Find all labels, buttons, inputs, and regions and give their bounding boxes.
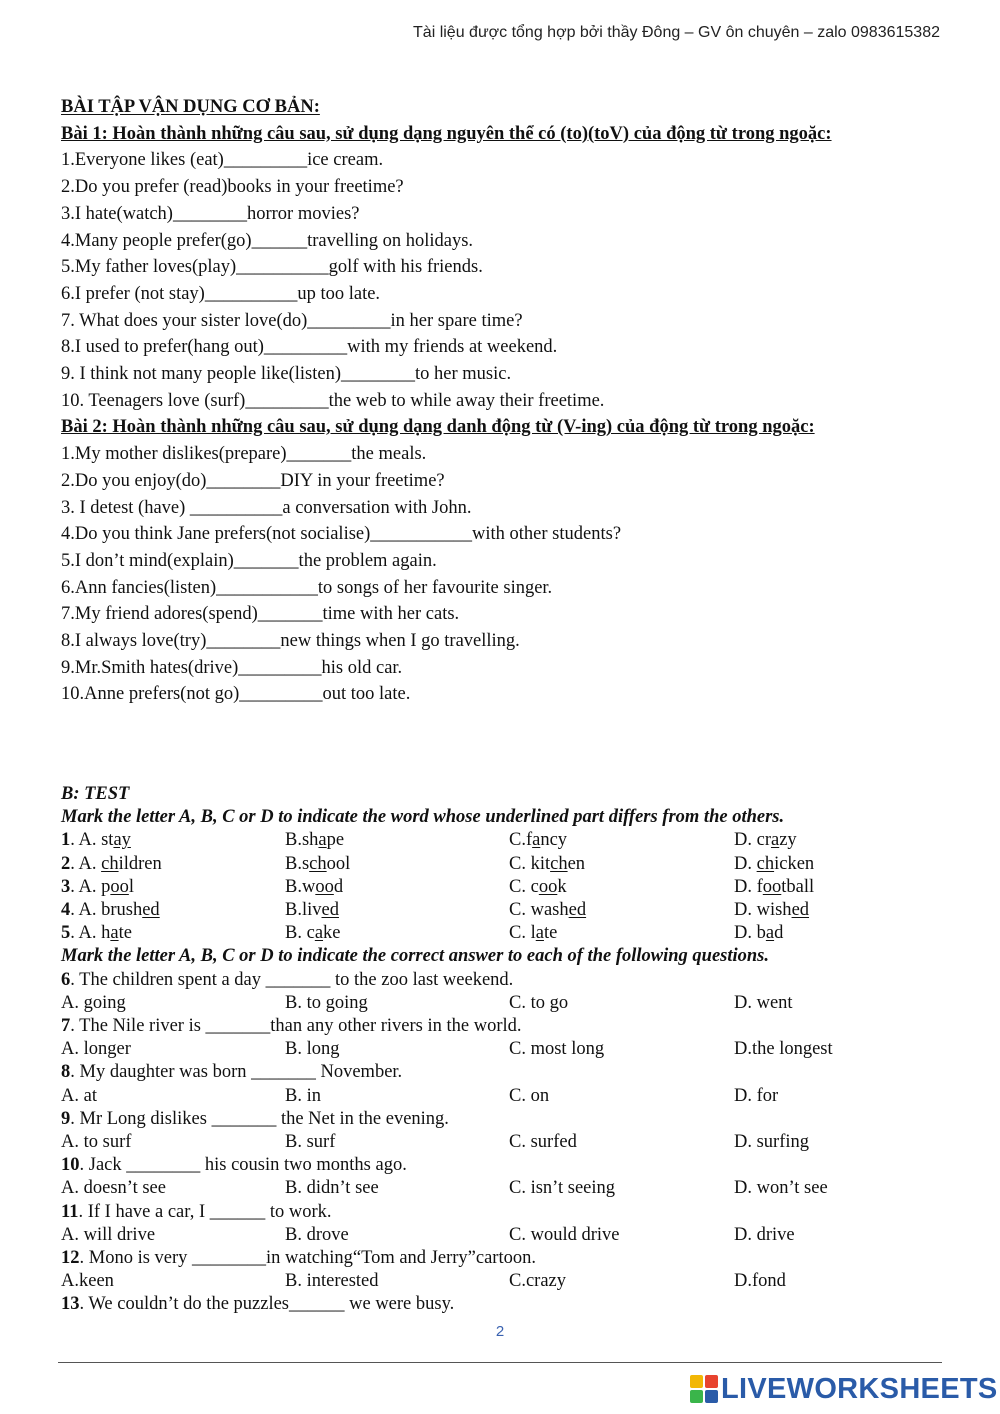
question-number: 10 (61, 1155, 80, 1176)
options-row (61, 1038, 961, 1061)
options-row (61, 1131, 961, 1154)
option-text: A. p (78, 876, 111, 897)
bai2-item: 8.I always love(try)________new things when I go travelling. (61, 631, 520, 652)
option-text: icken (774, 853, 815, 874)
bai1-title: Bài 1: Hoàn thành những câu sau, sử dụng dạng nguyên thể có (to)(toV) của động từ trong ngoặc: (61, 123, 832, 144)
answer-option: B. surf (285, 1132, 336, 1153)
answer-option: B. in (285, 1085, 321, 1106)
options-row (61, 1224, 961, 1247)
question-text: . We couldn’t do the puzzles______ we were busy. (79, 1294, 455, 1315)
underlined-part: ed (142, 900, 160, 921)
underlined-part: a (770, 830, 780, 851)
options-row (61, 1085, 961, 1108)
option-text: C. l (509, 923, 536, 944)
logo-square (705, 1390, 718, 1403)
option-text: C. kit (509, 853, 551, 874)
options-row (61, 992, 961, 1015)
option-text: B. c (285, 923, 315, 944)
option-text: B.s (285, 853, 310, 874)
bai2-item: 3. I detest (have) __________a conversation with John. (61, 497, 472, 518)
bai2-item: 9.Mr.Smith hates(drive)_________his old car. (61, 657, 403, 678)
underlined-part: ch (550, 853, 568, 874)
option-text: B.w (285, 876, 316, 897)
bai2-item: 6.Ann fancies(listen)___________to songs of her favourite singer. (61, 577, 553, 598)
option-c (509, 899, 734, 922)
answer-option: B. didn’t see (285, 1178, 379, 1199)
option-d (734, 853, 934, 876)
option-text: C.f (509, 830, 533, 851)
test-section (61, 783, 961, 1317)
option-b (285, 922, 509, 945)
question-row (61, 829, 961, 852)
bai1-item: 9. I think not many people like(listen)________to her music. (61, 364, 512, 385)
logo-square (690, 1390, 703, 1403)
bai1-item: 6.I prefer (not stay)__________up too late. (61, 283, 381, 304)
question-number: 9 (61, 1108, 71, 1129)
option-a: 1. A. stay (61, 830, 131, 851)
bai2-item: 10.Anne prefers(not go)_________out too late. (61, 684, 411, 705)
bai1-item: 8.I used to prefer(hang out)_________with my friends at weekend. (61, 337, 558, 358)
option-text: k (557, 876, 567, 897)
option-text: A. h (78, 923, 111, 944)
underlined-part: a (532, 830, 541, 851)
answer-option: A. longer (61, 1039, 131, 1060)
bai2-item: 1.My mother dislikes(prepare)_______the meals. (61, 444, 427, 465)
bai2-item: 4.Do you think Jane prefers(not socialise)___________with other students? (61, 524, 622, 545)
underlined-part: ed (321, 900, 339, 921)
option-text: C. wash (509, 900, 569, 921)
test-title: B: TEST (61, 784, 130, 804)
instruction-pronunciation: Mark the letter A, B, C or D to indicate the word whose underlined part differs from the others. (61, 807, 785, 828)
option-a: 3. A. pool (61, 876, 134, 897)
question-text: . The children spent a day _______ to the zoo last weekend. (70, 969, 514, 990)
option-d (734, 829, 934, 852)
option-text: te (118, 923, 132, 944)
question-text: . Mono is very ________in watching“Tom and Jerry”cartoon. (79, 1248, 536, 1269)
answer-option: C. on (509, 1085, 550, 1106)
option-text: A. (78, 853, 102, 874)
options-row (61, 1177, 961, 1200)
bai2-item: 5.I don’t mind(explain)_______the problem again. (61, 550, 437, 571)
option-text: tball (781, 876, 815, 897)
underlined-part: oo (762, 876, 782, 897)
answer-option: B. to going (285, 992, 368, 1013)
question-stem (61, 1154, 961, 1177)
question-number: 5 (61, 923, 71, 944)
question-stem (61, 1061, 961, 1084)
options-row (61, 1270, 961, 1293)
option-c (509, 876, 734, 899)
option-text: C. c (509, 876, 539, 897)
answer-option: B. drove (285, 1224, 349, 1245)
question-text: . My daughter was born _______ November. (70, 1062, 403, 1083)
option-text: D. b (734, 923, 766, 944)
answer-option: D.the longest (734, 1039, 833, 1060)
underlined-part: a (318, 830, 327, 851)
option-text: ool (326, 853, 351, 874)
answer-option: A. going (61, 992, 126, 1013)
question-number: 6 (61, 969, 71, 990)
bai2-item: 7.My friend adores(spend)_______time with her cats. (61, 604, 460, 625)
answer-option: C. to go (509, 992, 569, 1013)
bai1-item: 2.Do you prefer (read)books in your freetime? (61, 177, 404, 198)
answer-option: B. long (285, 1039, 340, 1060)
question-number: 1 (61, 830, 71, 851)
brand-name: LIVEWORKSHEETS (721, 1372, 998, 1405)
option-text: te (543, 923, 558, 944)
exercise-section (61, 94, 951, 708)
answer-option: B. interested (285, 1271, 379, 1292)
option-b (285, 853, 509, 876)
option-b (285, 876, 509, 899)
question-stem (61, 1247, 961, 1270)
question-text: . Mr Long dislikes _______ the Net in the evening. (70, 1108, 449, 1129)
footer-divider (58, 1362, 942, 1363)
option-a: 4. A. brushed (61, 900, 160, 921)
option-text: D. wish (734, 900, 792, 921)
bai2-item: 2.Do you enjoy(do)________DIY in your freetime? (61, 470, 445, 491)
bai1-item: 3.I hate(watch)________horror movies? (61, 203, 360, 224)
question-number: 4 (61, 900, 71, 921)
underlined-part: oo (315, 876, 334, 897)
question-text: . The Nile river is _______than any other rivers in the world. (70, 1016, 522, 1037)
answer-option: C. would drive (509, 1224, 620, 1245)
question-number: 3 (61, 876, 71, 897)
answer-option: D. won’t see (734, 1178, 828, 1199)
option-text: l (128, 876, 134, 897)
underlined-part: ed (568, 900, 587, 921)
question-stem (61, 1108, 961, 1131)
option-b (285, 829, 509, 852)
underlined-part: oo (110, 876, 129, 897)
question-row (61, 922, 961, 945)
bai2-list (61, 441, 951, 708)
option-d (734, 876, 934, 899)
answer-option: A. at (61, 1085, 97, 1106)
page-header: Tài liệu được tổng hợp bởi thầy Đông – GV ôn chuyên – zalo 0983615382 (413, 24, 940, 41)
question-text: . Jack ________ his cousin two months ago. (79, 1155, 407, 1176)
option-b (285, 899, 509, 922)
bai1-list (61, 147, 951, 414)
underlined-part: a (314, 923, 324, 944)
question-number: 11 (61, 1201, 79, 1222)
question-stem (61, 1201, 961, 1224)
underlined-part: ay (113, 830, 131, 851)
option-text: A. brush (78, 900, 143, 921)
question-stem (61, 969, 961, 992)
liveworksheets-logo-icon (690, 1375, 718, 1403)
underlined-part: ch (309, 853, 327, 874)
option-c (509, 853, 734, 876)
underlined-part: oo (538, 876, 558, 897)
question-text: . If I have a car, I ______ to work. (78, 1201, 332, 1222)
answer-option: C. surfed (509, 1132, 577, 1153)
option-text: d (333, 876, 344, 897)
option-d (734, 899, 934, 922)
option-text: D. f (734, 876, 763, 897)
question-number: 13 (61, 1294, 80, 1315)
bai1-item: 7. What does your sister love(do)_________in her spare time? (61, 310, 523, 331)
underlined-part: a (535, 923, 544, 944)
bai2-title: Bài 2: Hoàn thành những câu sau, sử dụng dạng danh động từ (V-ing) của động từ trong ngoặc: (61, 417, 815, 438)
option-text: zy (779, 830, 797, 851)
option-text: B.sh (285, 830, 319, 851)
answer-option: D. drive (734, 1224, 795, 1245)
page-number: 2 (495, 1323, 505, 1340)
liveworksheets-logo (690, 1373, 998, 1405)
bai1-item: 5.My father loves(play)__________golf with his friends. (61, 257, 483, 278)
answer-option: A. doesn’t see (61, 1178, 166, 1199)
logo-square (690, 1375, 703, 1388)
question-number: 2 (61, 853, 71, 874)
option-text: B.liv (285, 900, 322, 921)
bai1-item: 1.Everyone likes (eat)_________ice cream. (61, 150, 384, 171)
underlined-part: ch (101, 853, 119, 874)
option-text: d (774, 923, 784, 944)
answer-option: D. went (734, 992, 793, 1013)
answer-option: D. surfing (734, 1132, 810, 1153)
question-row (61, 853, 961, 876)
option-c (509, 829, 734, 852)
pronunciation-questions (61, 829, 961, 945)
option-text: pe (326, 830, 345, 851)
underlined-part: ch (756, 853, 775, 874)
option-text: A. st (78, 830, 114, 851)
option-text: D. cr (734, 830, 771, 851)
section-title: BÀI TẬP VẬN DỤNG CƠ BẢN: (61, 97, 320, 117)
question-stem (61, 1015, 961, 1038)
underlined-part: a (765, 923, 775, 944)
question-number: 7 (61, 1016, 71, 1037)
bai1-item: 4.Many people prefer(go)______travelling on holidays. (61, 230, 474, 251)
logo-square (705, 1375, 718, 1388)
option-text: en (567, 853, 586, 874)
answer-option: C.crazy (509, 1271, 567, 1292)
option-text: ncy (540, 830, 568, 851)
answer-option: D. for (734, 1085, 779, 1106)
multiple-choice-questions (61, 969, 961, 1317)
underlined-part: ed (791, 900, 810, 921)
option-c (509, 922, 734, 945)
option-text: ildren (118, 853, 162, 874)
question-stem (61, 1293, 961, 1316)
answer-option: A.keen (61, 1271, 114, 1292)
answer-option: A. will drive (61, 1224, 156, 1245)
instruction-correct-answer: Mark the letter A, B, C or D to indicate the correct answer to each of the following questions. (61, 946, 769, 967)
option-a: 5. A. hate (61, 923, 132, 944)
question-number: 8 (61, 1062, 71, 1083)
question-row (61, 876, 961, 899)
answer-option: C. isn’t seeing (509, 1178, 616, 1199)
option-d (734, 922, 934, 945)
bai1-item: 10. Teenagers love (surf)_________the web to while away their freetime. (61, 390, 605, 411)
option-text: ke (323, 923, 341, 944)
underlined-part: a (110, 923, 119, 944)
answer-option: C. most long (509, 1039, 605, 1060)
question-row (61, 899, 961, 922)
answer-option: A. to surf (61, 1132, 132, 1153)
question-number: 12 (61, 1248, 80, 1269)
answer-option: D.fond (734, 1271, 786, 1292)
option-text: D. (734, 853, 757, 874)
option-a: 2. A. children (61, 853, 162, 874)
